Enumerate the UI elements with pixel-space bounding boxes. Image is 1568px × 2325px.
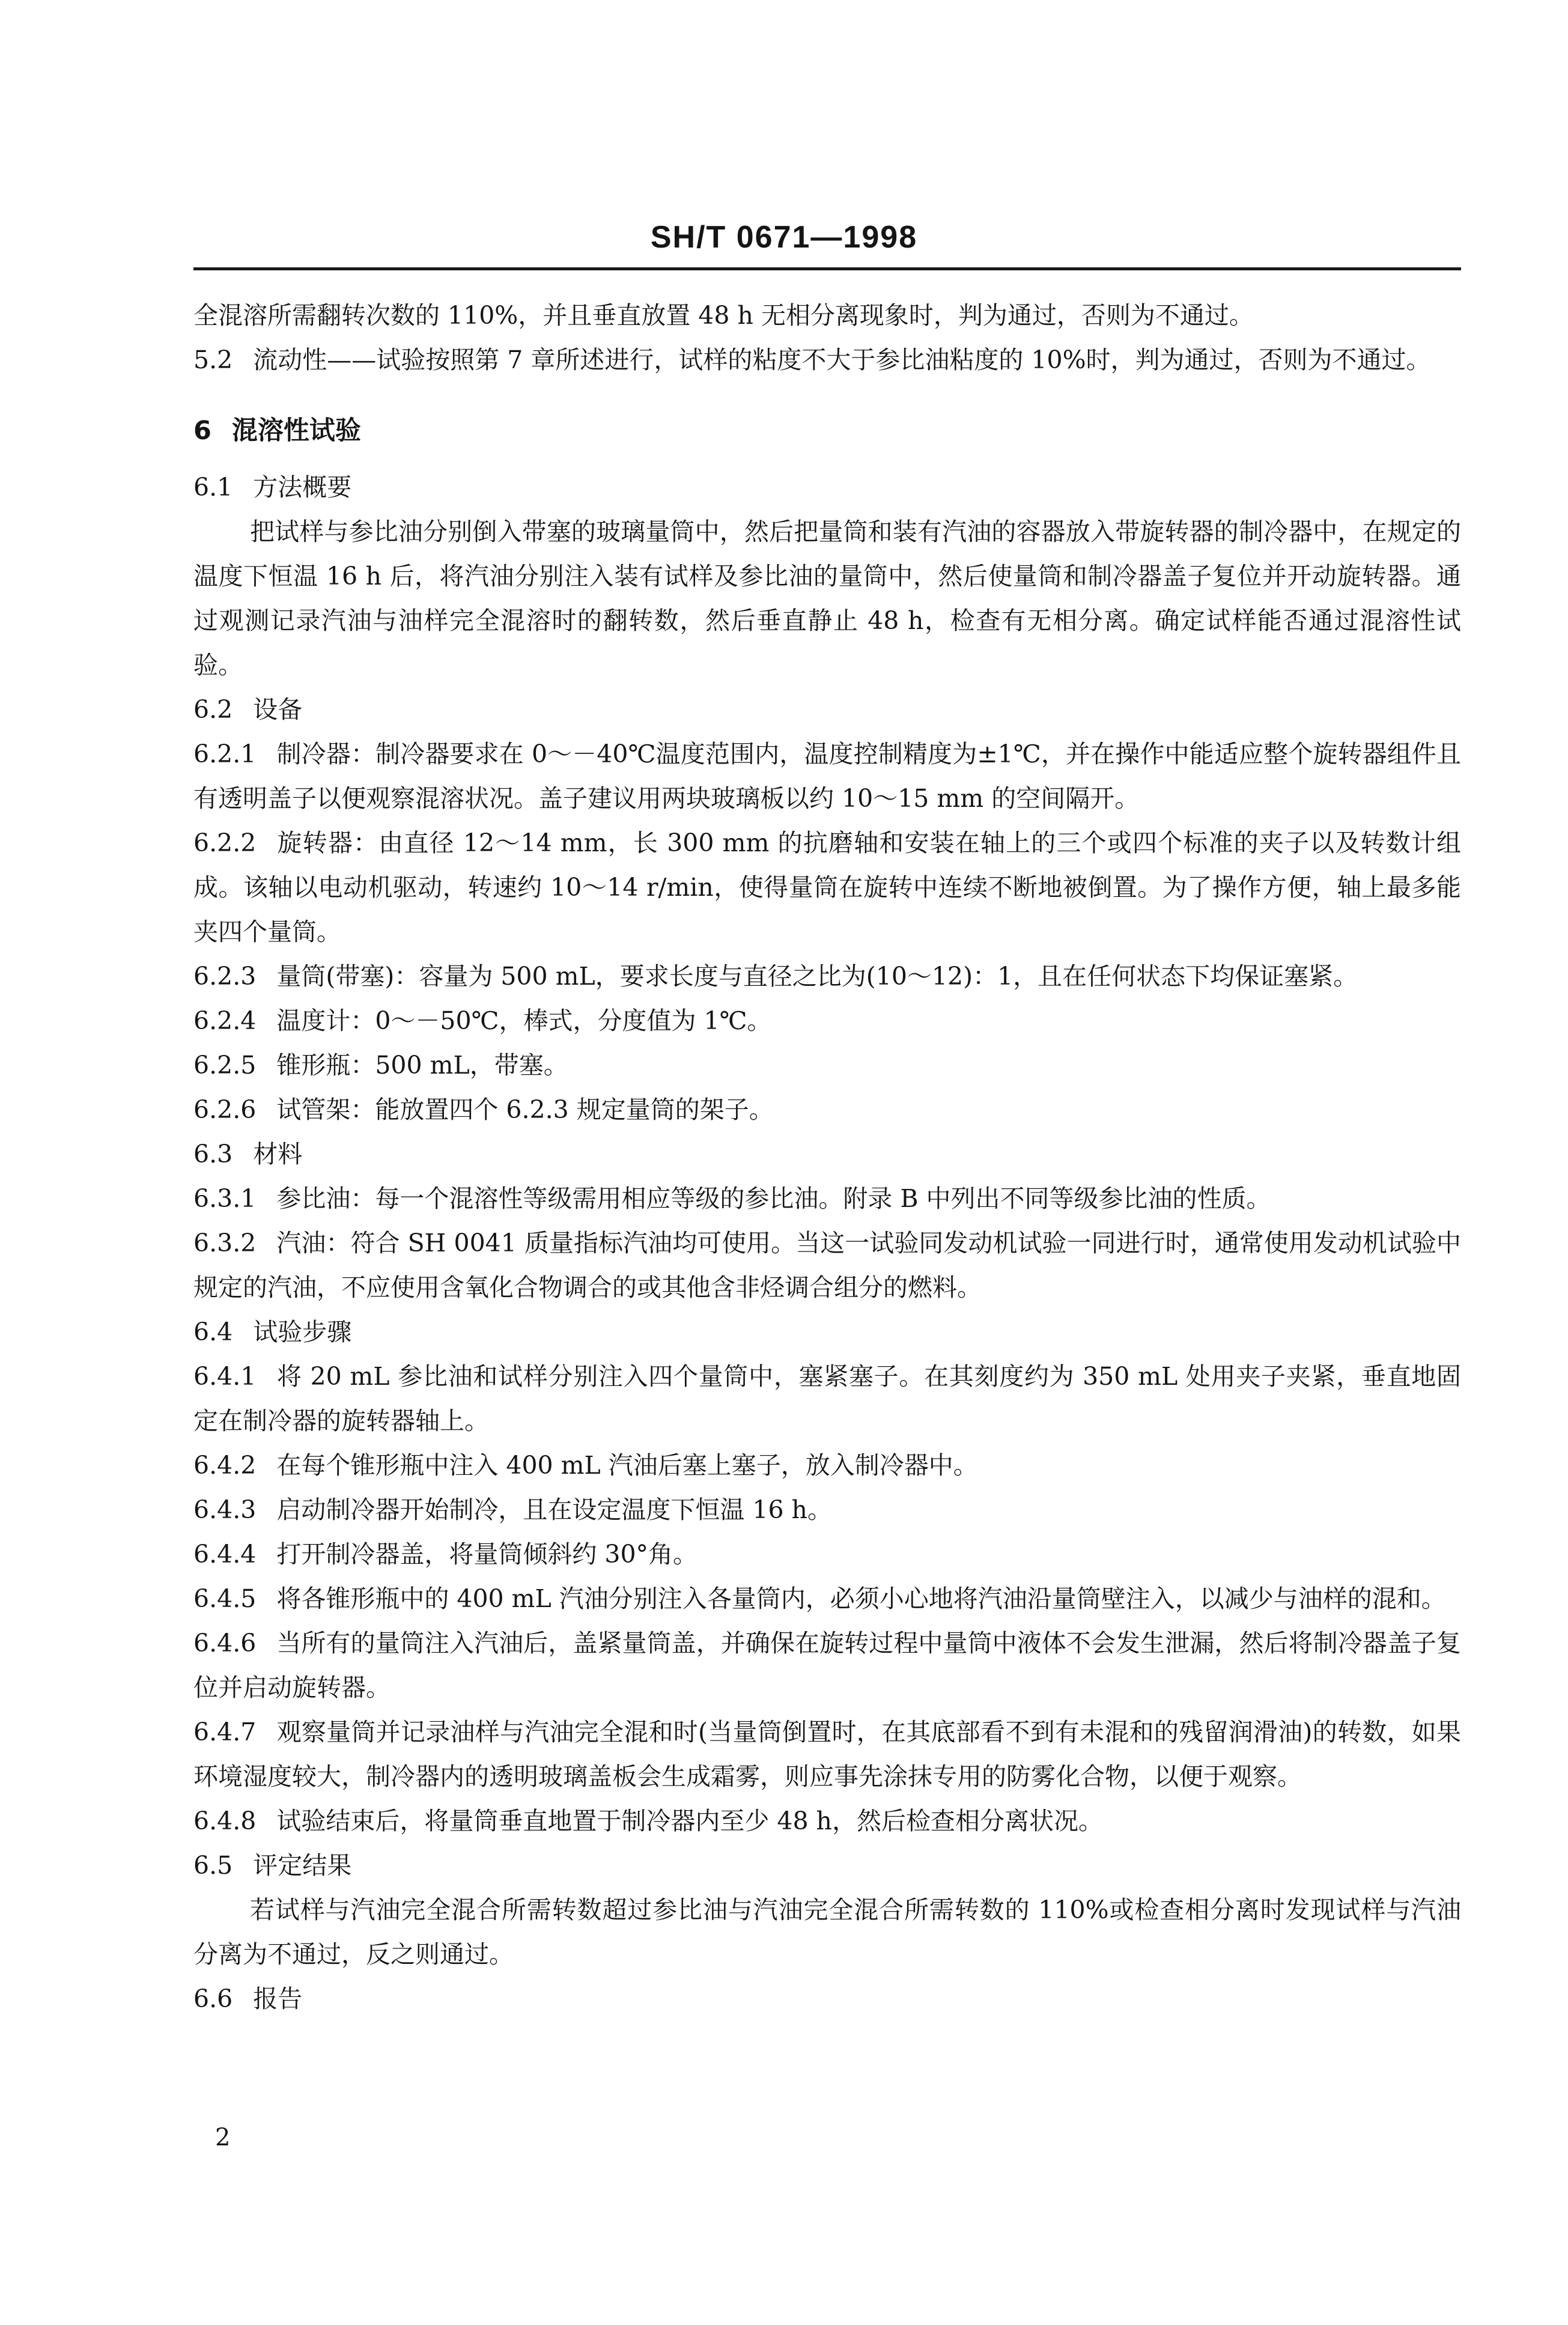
clause-text: 流动性——试验按照第 7 章所述进行，试样的粘度不大于参比油粘度的 10%时，判为通过，否则为不通过。 [253,345,1431,374]
clause-text: 打开制冷器盖，将量筒倾斜约 30°角。 [276,1540,698,1569]
clause-text: 试验步骤 [253,1318,352,1346]
clause-text: 旋转器：由直径 12～14 mm，长 300 mm 的抗磨轴和安装在轴上的三个或四个标准的夹子以及转数计组成。该轴以电动机驱动，转速约 10～14 r/min，使得量筒在旋转中连续不断地被倒置。为了操作方便，轴上最多能夹四个量筒。 [193,828,1461,946]
body-paragraph [193,509,1461,687]
clause-text: 温度计：0～－50℃，棒式，分度值为 1℃。 [276,1006,772,1035]
clause-paragraph [193,998,1461,1043]
clause-text: 当所有的量筒注入汽油后，盖紧量筒盖，并确保在旋转过程中量筒中液体不会发生泄漏，然后将制冷器盖子复位并启动旋转器。 [193,1629,1461,1702]
clause-paragraph [193,338,1461,382]
clause-number: 6.4.2 [193,1451,257,1480]
clause-paragraph [193,1843,1461,1888]
clause-text: 制冷器：制冷器要求在 0～－40℃温度范围内，温度控制精度为±1℃，并在操作中能适应整个旋转器组件且有透明盖子以便观察混溶状况。盖子建议用两块玻璃板以约 10～15 mm 的空间隔开。 [193,740,1461,813]
clause-number: 6.4.7 [193,1718,257,1746]
clause-paragraph [193,687,1461,732]
clause-number: 6.4 [193,1318,233,1346]
clause-number: 6.3 [193,1140,233,1169]
clause-text: 将各锥形瓶中的 400 mL 汽油分别注入各量筒内，必须小心地将汽油沿量筒壁注入，以减少与油样的混和。 [276,1584,1446,1613]
clause-text: 将 20 mL 参比油和试样分别注入四个量筒中，塞紧塞子。在其刻度约为 350 mL 处用夹子夹紧，垂直地固定在制冷器的旋转器轴上。 [193,1362,1461,1435]
clause-number: 6.5 [193,1851,233,1880]
clause-number: 6.2.5 [193,1051,257,1080]
clause-text: 参比油：每一个混溶性等级需用相应等级的参比油。附录 B 中列出不同等级参比油的性质。 [276,1184,1271,1213]
clause-number: 6 [193,416,211,446]
clause-text: 设备 [253,695,303,724]
clause-paragraph [193,1799,1461,1843]
clause-number: 6.4.1 [193,1362,257,1391]
clause-number: 6.2.1 [193,740,257,768]
clause-number: 6.3.1 [193,1184,257,1213]
clause-number: 6.2.6 [193,1095,257,1124]
clause-text: 方法概要 [253,473,352,502]
clause-paragraph [193,821,1461,954]
clause-text: 材料 [253,1140,303,1169]
section-heading [193,409,1461,453]
clause-text: 锥形瓶：500 mL，带塞。 [276,1051,568,1080]
clause-paragraph [193,465,1461,509]
clause-text: 报告 [253,1984,303,2013]
clause-text: 观察量筒并记录油样与汽油完全混和时(当量筒倒置时，在其底部看不到有未混和的残留润滑油)的转数，如果环境湿度较大，制冷器内的透明玻璃盖板会生成霜雾，则应事先涂抹专用的防雾化合物，以便于观察。 [193,1718,1461,1791]
clause-number: 6.4.5 [193,1584,257,1613]
clause-number: 6.4.3 [193,1495,257,1524]
clause-paragraph [193,1621,1461,1710]
clause-paragraph [193,954,1461,998]
clause-number: 6.4.4 [193,1540,257,1569]
clause-text: 评定结果 [253,1851,352,1880]
document-header: SH/T 0671—1998 [650,220,918,255]
clause-text: 试验结束后，将量筒垂直地置于制冷器内至少 48 h，然后检查相分离状况。 [276,1807,1103,1835]
clause-paragraph [193,1977,1461,2021]
clause-paragraph [193,1087,1461,1132]
document-body [193,293,1461,2021]
clause-number: 5.2 [193,345,233,374]
clause-paragraph [193,1532,1461,1576]
clause-paragraph [193,1576,1461,1621]
clause-paragraph [193,1176,1461,1221]
clause-text: 全混溶所需翻转次数的 110%，并且垂直放置 48 h 无相分离现象时，判为通过，否则为不通过。 [193,301,1254,330]
clause-paragraph [193,1443,1461,1488]
clause-text: 若试样与汽油完全混合所需转数超过参比油与汽油完全混合所需转数的 110%或检查相分离时发现试样与汽油分离为不通过，反之则通过。 [193,1895,1461,1969]
clause-number: 6.2.3 [193,962,257,991]
clause-text: 试管架：能放置四个 6.2.3 规定量筒的架子。 [276,1095,774,1124]
clause-paragraph [193,1043,1461,1087]
clause-number: 6.2.2 [193,828,257,857]
body-paragraph [193,1888,1461,1977]
clause-paragraph [193,732,1461,821]
clause-number: 6.4.6 [193,1629,257,1658]
clause-text: 启动制冷器开始制冷，且在设定温度下恒温 16 h。 [276,1495,832,1524]
clause-paragraph [193,1488,1461,1532]
clause-paragraph [193,1310,1461,1354]
page-number: 2 [215,2124,231,2151]
clause-paragraph [193,1221,1461,1310]
clause-paragraph [193,1354,1461,1443]
clause-text: 在每个锥形瓶中注入 400 mL 汽油后塞上塞子，放入制冷器中。 [276,1451,978,1480]
header-rule [193,267,1461,270]
clause-text: 汽油：符合 SH 0041 质量指标汽油均可使用。当这一试验同发动机试验一同进行时，通常使用发动机试验中规定的汽油，不应使用含氧化合物调合的或其他含非烃调合组分的燃料。 [193,1229,1461,1302]
clause-number: 6.2.4 [193,1006,257,1035]
clause-number: 6.1 [193,473,233,502]
clause-paragraph [193,1710,1461,1799]
body-paragraph [193,293,1461,338]
clause-number: 6.6 [193,1984,233,2013]
clause-text: 把试样与参比油分别倒入带塞的玻璃量筒中，然后把量筒和装有汽油的容器放入带旋转器的制冷器中，在规定的温度下恒温 16 h 后，将汽油分别注入装有试样及参比油的量筒中，然后使量筒和制冷器盖子复位并开动旋转器。通过观测记录汽油与油样完全混溶时的翻转数，然后垂直静止 48 h，检查有无相分离。确定试样能否通过混溶性试验。 [193,517,1461,679]
clause-text: 量筒(带塞)：容量为 500 mL，要求长度与直径之比为(10～12)：1，且在任何状态下均保证塞紧。 [276,962,1358,991]
clause-paragraph [193,1132,1461,1176]
clause-number: 6.2 [193,695,233,724]
clause-number: 6.3.2 [193,1229,257,1257]
clause-number: 6.4.8 [193,1807,257,1835]
clause-text: 混溶性试验 [231,416,361,446]
